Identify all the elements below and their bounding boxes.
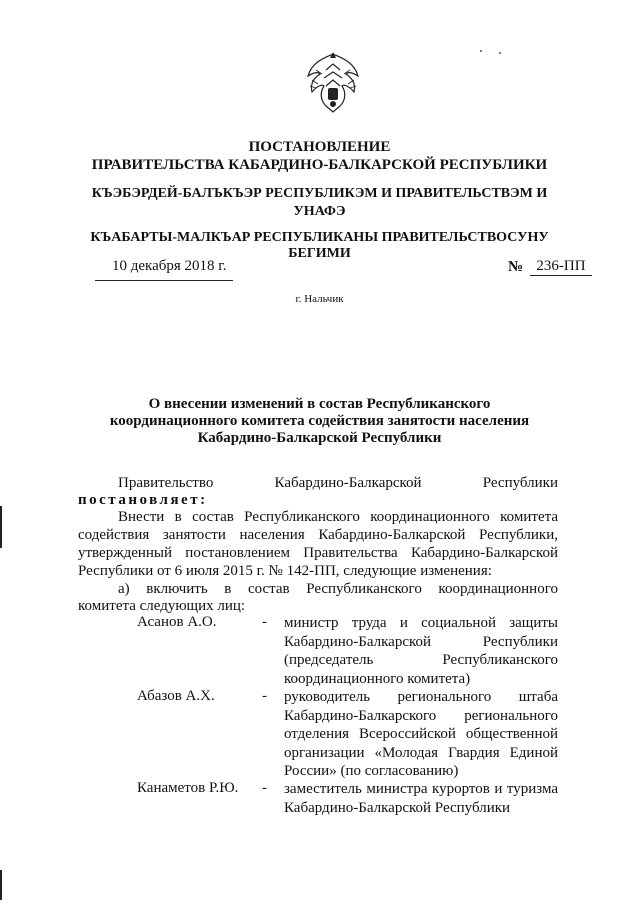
member-dash: - xyxy=(262,780,267,796)
member-role xyxy=(284,688,558,781)
para1-line1: Внести в состав Республиканского координационного комитета xyxy=(118,509,558,525)
member-name: Канаметов Р.Ю. xyxy=(137,780,239,796)
member-role-line: (председатель Республиканского xyxy=(284,652,558,668)
member-role xyxy=(284,780,558,817)
member-role xyxy=(284,614,558,688)
kabardian-title-line2: УНАФЭ xyxy=(293,204,346,219)
document-title: ПОСТАНОВЛЕНИЕ xyxy=(248,139,391,155)
document-date: 10 декабря 2018 г. xyxy=(112,258,227,274)
member-role-line: координационного комитета) xyxy=(284,670,471,687)
subject-line2: координационного комитета содействия занятости населения xyxy=(109,413,530,429)
subject-line1: О внесении изменений в состав Республиканского xyxy=(148,396,491,412)
scan-edge-mark xyxy=(0,870,2,900)
subject-line3: Кабардино-Балкарской Республики xyxy=(197,430,442,446)
member-role-line: России» (по согласованию) xyxy=(284,763,459,779)
member-role-line: Кабардино-Балкарской Республики xyxy=(284,799,511,816)
balkar-title-line1: КЪАБАРТЫ-МАЛКЪАР РЕСПУБЛИКАНЫ ПРАВИТЕЛЬСТВОСУНУ xyxy=(90,230,549,245)
para1-line4: Республики от 6 июля 2015 г. № 142-ПП, следующие изменения: xyxy=(78,563,492,579)
date-field xyxy=(95,258,233,281)
coat-of-arms-emblem xyxy=(304,50,362,116)
decree-word: постановляет: xyxy=(78,492,208,508)
scan-speck xyxy=(480,50,482,52)
scan-speck xyxy=(499,52,501,54)
member-role-line: Кабардино-Балкарской Республики xyxy=(284,633,558,650)
para1-line3: утвержденный постановлением Правительства Кабардино-Балкарской xyxy=(78,545,558,561)
balkar-title-line2: БЕГИМИ xyxy=(288,246,351,261)
item-a-line1: а) включить в состав Республиканского координационного xyxy=(118,581,558,597)
member-dash: - xyxy=(262,688,267,704)
member-dash: - xyxy=(262,614,267,630)
member-role-line: министр труда и социальной защиты xyxy=(284,615,558,631)
member-role-line: заместитель министра курортов и туризма xyxy=(284,781,558,797)
city-name: г. Нальчик xyxy=(295,293,344,305)
kabardian-title-line1: КЪЭБЭРДЕЙ-БАЛЪКЪЭР РЕСПУБЛИКЭМ И ПРАВИТЕЛЬСТВЭМ И xyxy=(91,186,548,201)
issuing-authority: ПРАВИТЕЛЬСТВА КАБАРДИНО-БАЛКАРСКОЙ РЕСПУБЛИКИ xyxy=(91,157,548,173)
member-role-line: руководитель регионального штаба xyxy=(284,689,558,705)
intro-line: Правительство Кабардино-Балкарской Республики xyxy=(118,475,558,491)
member-name: Асанов А.О. xyxy=(137,614,217,630)
para1-line2: содействия занятости населения Кабардино-Балкарской Республики, xyxy=(78,527,558,543)
item-a-line2: комитета следующих лиц: xyxy=(78,598,246,614)
document-number: 236-ПП xyxy=(530,258,592,276)
member-role-line: Кабардино-Балкарского регионального xyxy=(284,707,558,724)
scan-edge-mark xyxy=(0,506,2,548)
member-role-line: отделения Всероссийской общественной xyxy=(284,726,558,742)
member-role-line: организации «Молодая Гвардия Единой xyxy=(284,744,558,761)
member-name: Абазов А.Х. xyxy=(137,688,215,704)
number-label: № xyxy=(508,259,524,275)
